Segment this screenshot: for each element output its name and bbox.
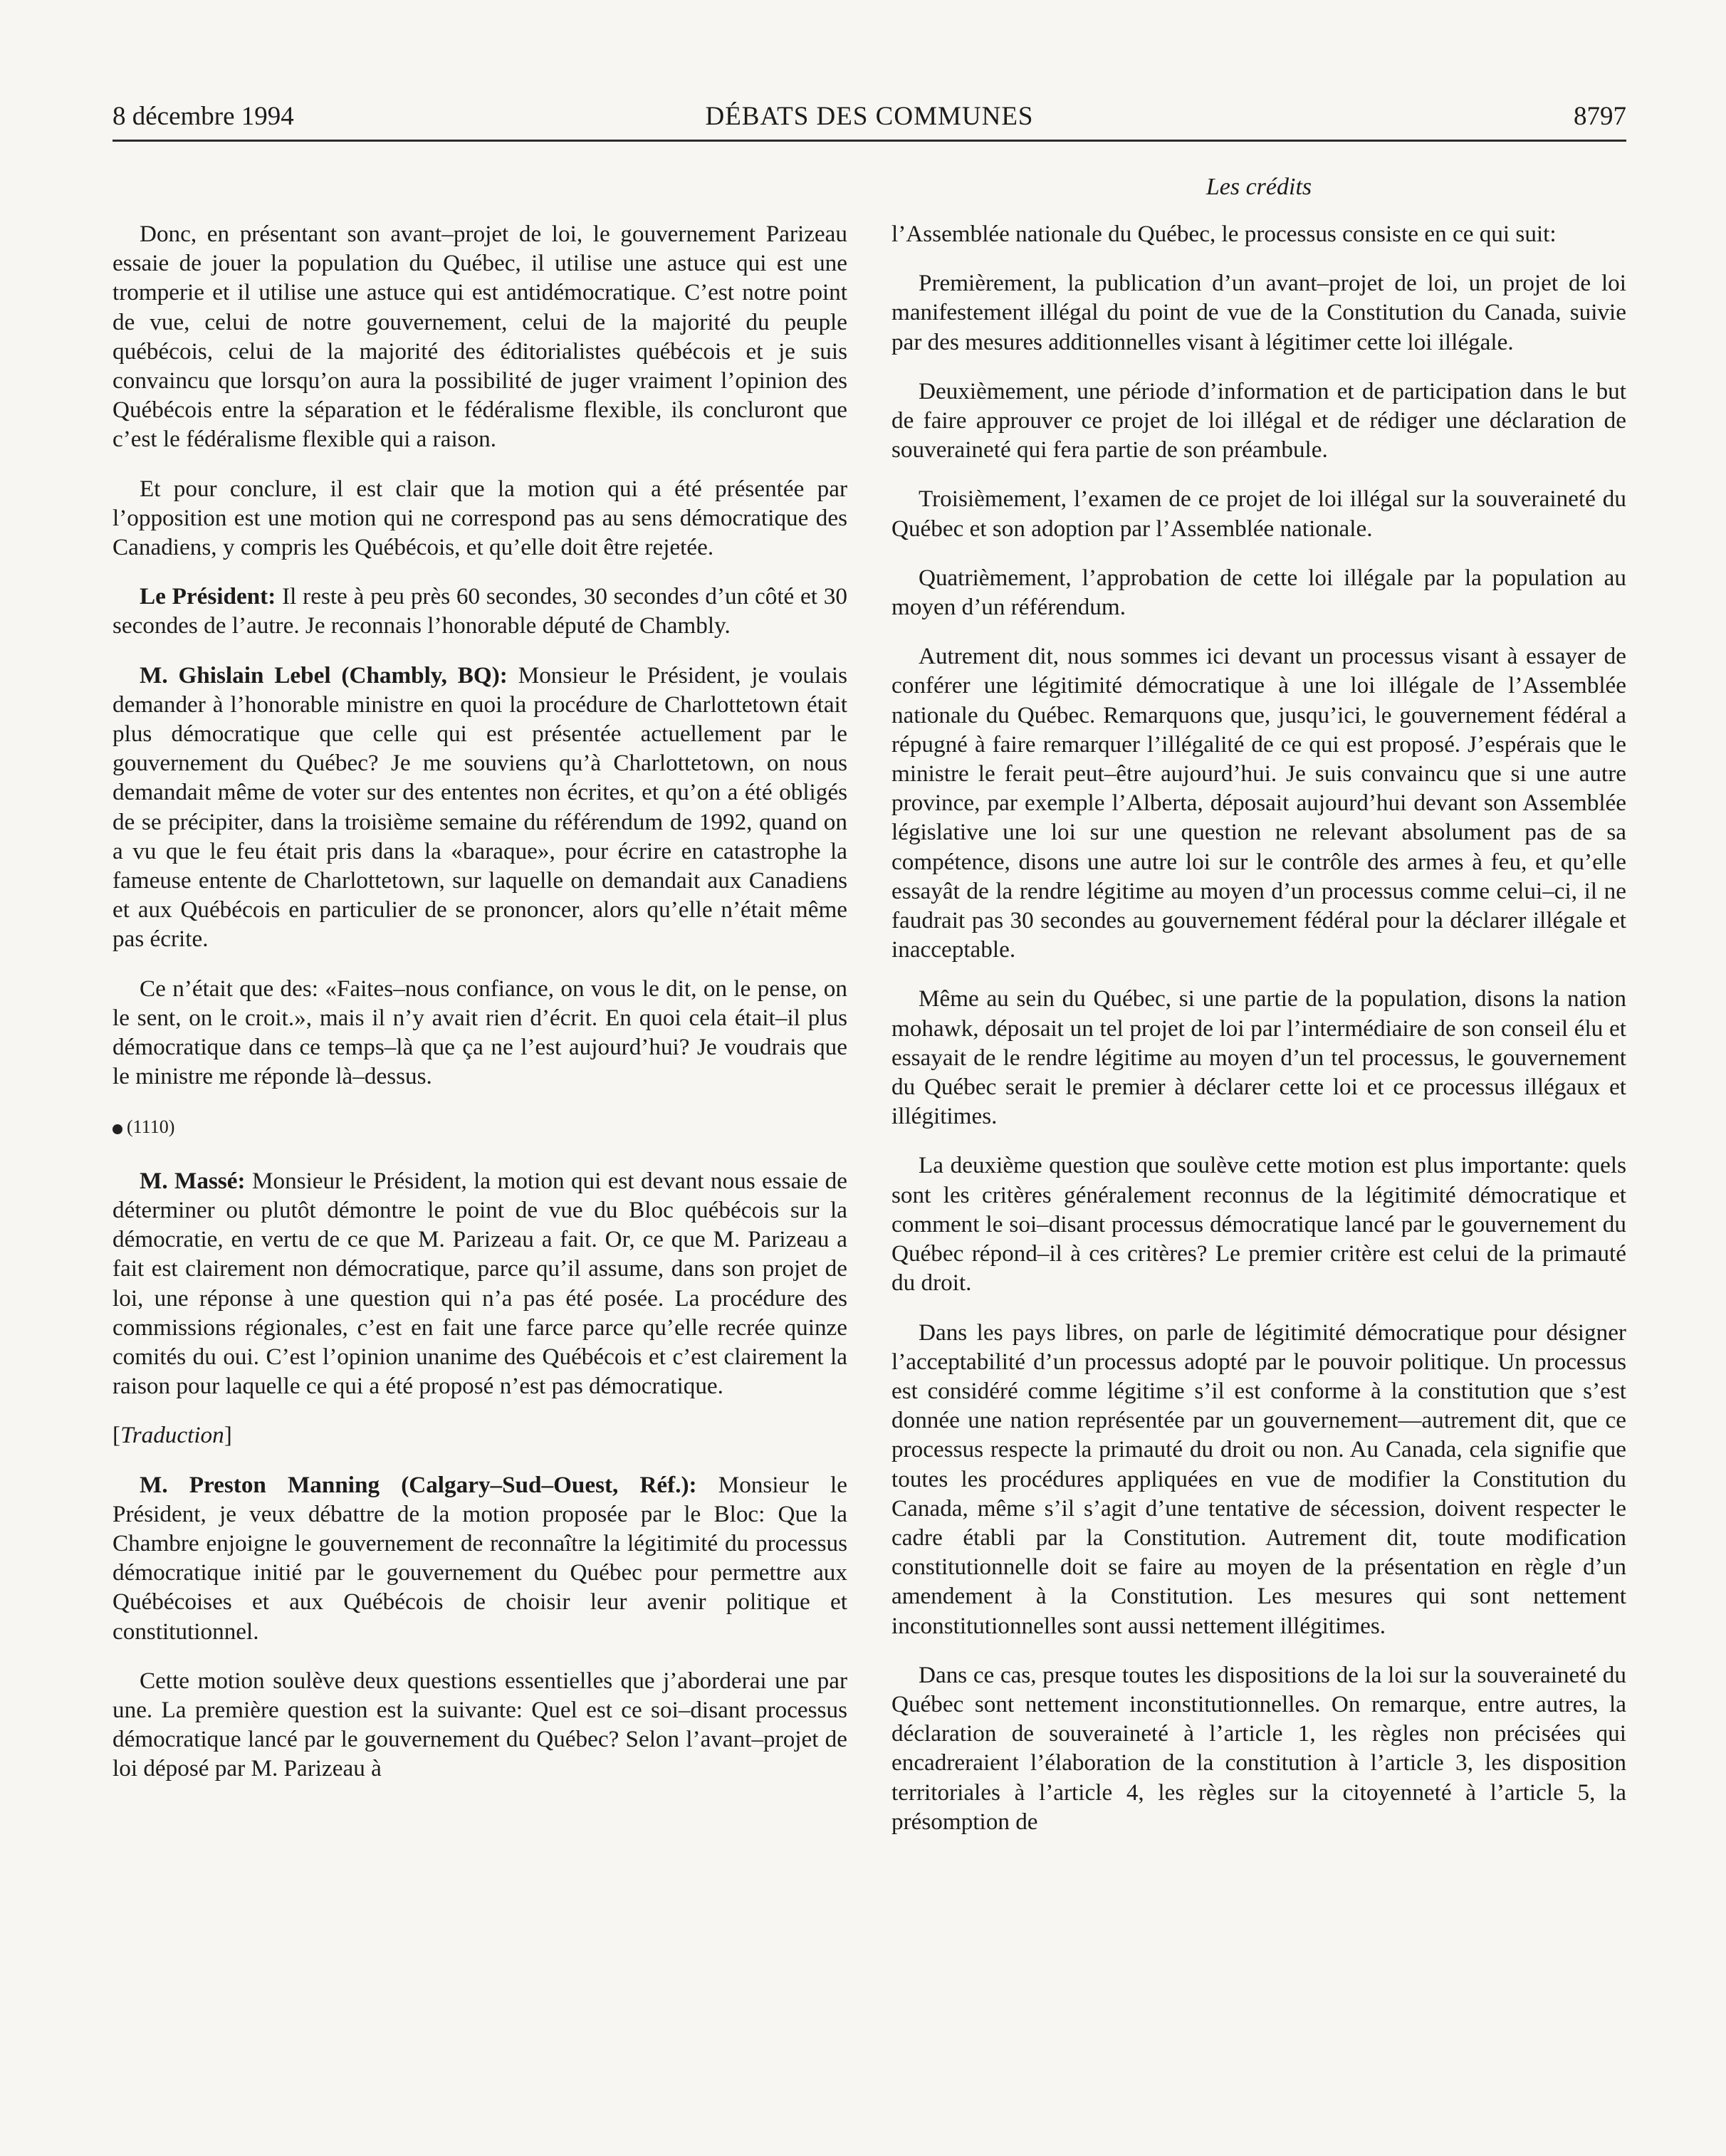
translation-note: [Traduction] [113,1422,232,1449]
paragraph [113,661,847,954]
paragraph: Quatrièmement, l’approbation de cette loi illégale par la population au moyen d’un référendum. [891,564,1626,621]
time-marker [113,1112,847,1141]
paragraph: Troisièmement, l’examen de ce projet de loi illégal sur la souveraineté du Québec et son adoption par l’Assemblée nationale. [891,486,1626,542]
speaker-name: M. Massé: [140,1167,246,1194]
paragraph [113,582,847,640]
translation-label: Traduction [120,1422,224,1449]
paragraph: Donc, en présentant son avant–projet de loi, le gouvernement Parizeau essaie de jouer la population du Québec, il utilise une astuce qui est une tromperie et il utilise une astuce qui est antidémocratique. C’est notre point de vue, celui de notre gouvernement, celui de la majorité du peuple québécois, celui de la majorité des éditorialistes québécois et je suis convaincu que lorsqu’on aura la possibilité de juger vraiment l’opinion des Québécois entre la séparation et le fédéralisme flexible, ils concluront que c’est le fédéralisme flexible qui a raison. [113,221,847,453]
header-rule [113,140,1626,142]
speech-text: Monsieur le Président, je voulais demander à l’honorable ministre en quoi la procédure de Charlottetown était plus démocratique que celle qui est présentée actuellement par le gouvernement du Québec? Je me souviens qu’à Charlottetown, on nous demandait même de voter sur des ententes non écrites, et qu’on a été obligés de se précipiter, dans la troisième semaine du référendum de 1992, quand on a vu que le feu était pris dans la «baraque», pour écrire en catastrophe la fameuse entente de Charlottetown, sur laquelle on demandait aux Canadiens et aux Québécois en particulier de se prononcer, alors qu’elle n’était même pas écrite. [113,661,847,953]
paragraph: Cette motion soulève deux questions essentielles que j’aborderai une par une. La première question est la suivante: Quel est ce soi–disant processus démocratique lancé par le gouvernement du Québec? Selon l’avant–projet de loi déposé par M. Parizeau à [113,1667,847,1782]
paragraph: Premièrement, la publication d’un avant–projet de loi, un projet de loi manifestement illégal du point de vue de la Constitution du Canada, suivie par des mesures additionnelles visant à légitimer cette loi illégale. [891,270,1626,355]
paragraph: Et pour conclure, il est clair que la motion qui a été présentée par l’opposition est une motion qui ne correspond pas au sens démocratique des Canadiens, y compris les Québécois, et qu’elle doit être rejetée. [113,475,847,561]
speaker-name: M. Preston Manning (Calgary–Sud–Ouest, Réf.): [140,1471,697,1498]
section-title: Les crédits [1205,174,1312,200]
bullet-icon [113,1124,122,1134]
paragraph: La deuxième question que soulève cette motion est plus importante: quels sont les critères généralement reconnus de la légitimité démocratique et comment le soi–disant processus démocratique lancé par le gouvernement du Québec répond–il à ces critères? Le premier critère est celui de la primauté du droit. [891,1152,1626,1297]
paragraph: Deuxièmement, une période d’information et de participation dans le but de faire approuver ce projet de loi illégal et de rédiger une déclaration de souveraineté qui fera partie de son préambule. [891,377,1626,464]
paragraph: Dans les pays libres, on parle de légitimité démocratique pour désigner l’acceptabilité d’un processus adopté par le pouvoir politique. Un processus est considéré comme légitime s’il est conforme à la constitution que s’est donnée une nation représentée par un gouvernement—autrement dit, que ce processus respecte la primauté du droit ou non. Au Canada, cela signifie que toutes les procédures appliquées en vue de modifier la Constitution du Canada, même s’il s’agit d’une tentative de sécession, doivent respecter le cadre établi par la Constitution. Autrement dit, toute modification constitutionnelle doit se faire au moyen de la présentation en règle d’un amendement à la Constitution. Les mesures qui sont nettement inconstitutionnelles sont aussi nettement illégitimes. [891,1319,1626,1639]
header-date: 8 décembre 1994 [113,102,294,131]
right-column [891,219,1626,1856]
paragraph: Ce n’était que des: «Faites–nous confiance, on vous le dit, on le pense, on le sent, on le croit.», mais il n’y avait rien d’écrit. En quoi cela était–il plus démocratique dans ce temps–là que ça ne l’est aujourd’hui? Je voudrais que le ministre me réponde là–dessus. [113,975,847,1090]
paragraph: Dans ce cas, presque toutes les dispositions de la loi sur la souveraineté du Québec sont nettement inconstitutionnelles. On remarque, entre autres, la déclaration de souveraineté à l’article 1, les règles non précisées qui encadreraient l’élaboration de la constitution à l’article 3, les disposition territoriales à l’article 4, les règles sur la citoyenneté à l’article 5, la présomption de [891,1661,1626,1835]
paragraph [113,1470,847,1646]
paragraph [113,1166,847,1401]
paragraph: l’Assemblée nationale du Québec, le processus consiste en ce qui suit: [891,221,1557,247]
time-marker-text: (1110) [127,1116,175,1138]
left-column [113,219,847,1804]
speaker-name: M. Ghislain Lebel (Chambly, BQ): [140,661,508,689]
running-header [113,91,1626,142]
speech-text: Il reste à peu près 60 secondes, 30 secondes d’un côté et 30 secondes de l’autre. Je reconnais l’honorable député de Chambly. [113,583,847,639]
speech-text: Monsieur le Président, la motion qui est devant nous essaie de déterminer ou plutôt démontre le point de vue du Bloc québécois sur la démocratie, en vertu de ce que M. Parizeau a fait. Or, ce que M. Parizeau a fait est clairement non démocratique, parce qu’il assume, dans son projet de loi, une réponse à une question qui n’a pas été posée. La procédure des commissions régionales, c’est en fait une farce parce qu’elle recrée quinze comités du oui. C’est l’opinion unanime des Québécois et c’est clairement la raison pour laquelle ce qui a été proposé n’est pas démocratique. [113,1167,847,1400]
header-title: DÉBATS DES COMMUNES [705,102,1034,131]
speaker-name: Le Président: [140,583,276,610]
page-number: 8797 [1574,102,1626,131]
paragraph: Même au sein du Québec, si une partie de la population, disons la nation mohawk, déposait un tel projet de loi par l’intermédiaire de son conseil élu et essayait de le rendre légitime au moyen d’un tel processus, le gouvernement du Québec serait le premier à déclarer cette loi et ce processus illégaux et illégitimes. [891,985,1626,1130]
paragraph: Autrement dit, nous sommes ici devant un processus visant à essayer de conférer une légitimité démocratique à une loi illégale de l’Assemblée nationale du Québec. Remarquons que, jusqu’ici, le gouvernement fédéral a répugné à faire remarquer l’illégalité de ce qui est proposé. J’espérais que le ministre le ferait peut–être aujourd’hui. Je suis convaincu que si une autre province, par exemple l’Alberta, déposait aujourd’hui devant son Assemblée législative une loi sur une question ne relevant absolument pas de sa compétence, disons une autre loi sur le contrôle des armes à feu, et qu’elle essayât de la rendre légitime au moyen d’un processus comme celui–ci, il ne faudrait pas 30 secondes au gouvernement fédéral pour la déclarer illégale et inacceptable. [891,643,1626,963]
speech-text: Monsieur le Président, je veux débattre de la motion proposée par le Bloc: Que la Chambre enjoigne le gouvernement de reconnaître la légitimité du processus démocratique initié par le gouvernement du Québec pour permettre aux Québécoises et aux Québécois de choisir leur avenir politique et constitutionnel. [113,1471,847,1645]
